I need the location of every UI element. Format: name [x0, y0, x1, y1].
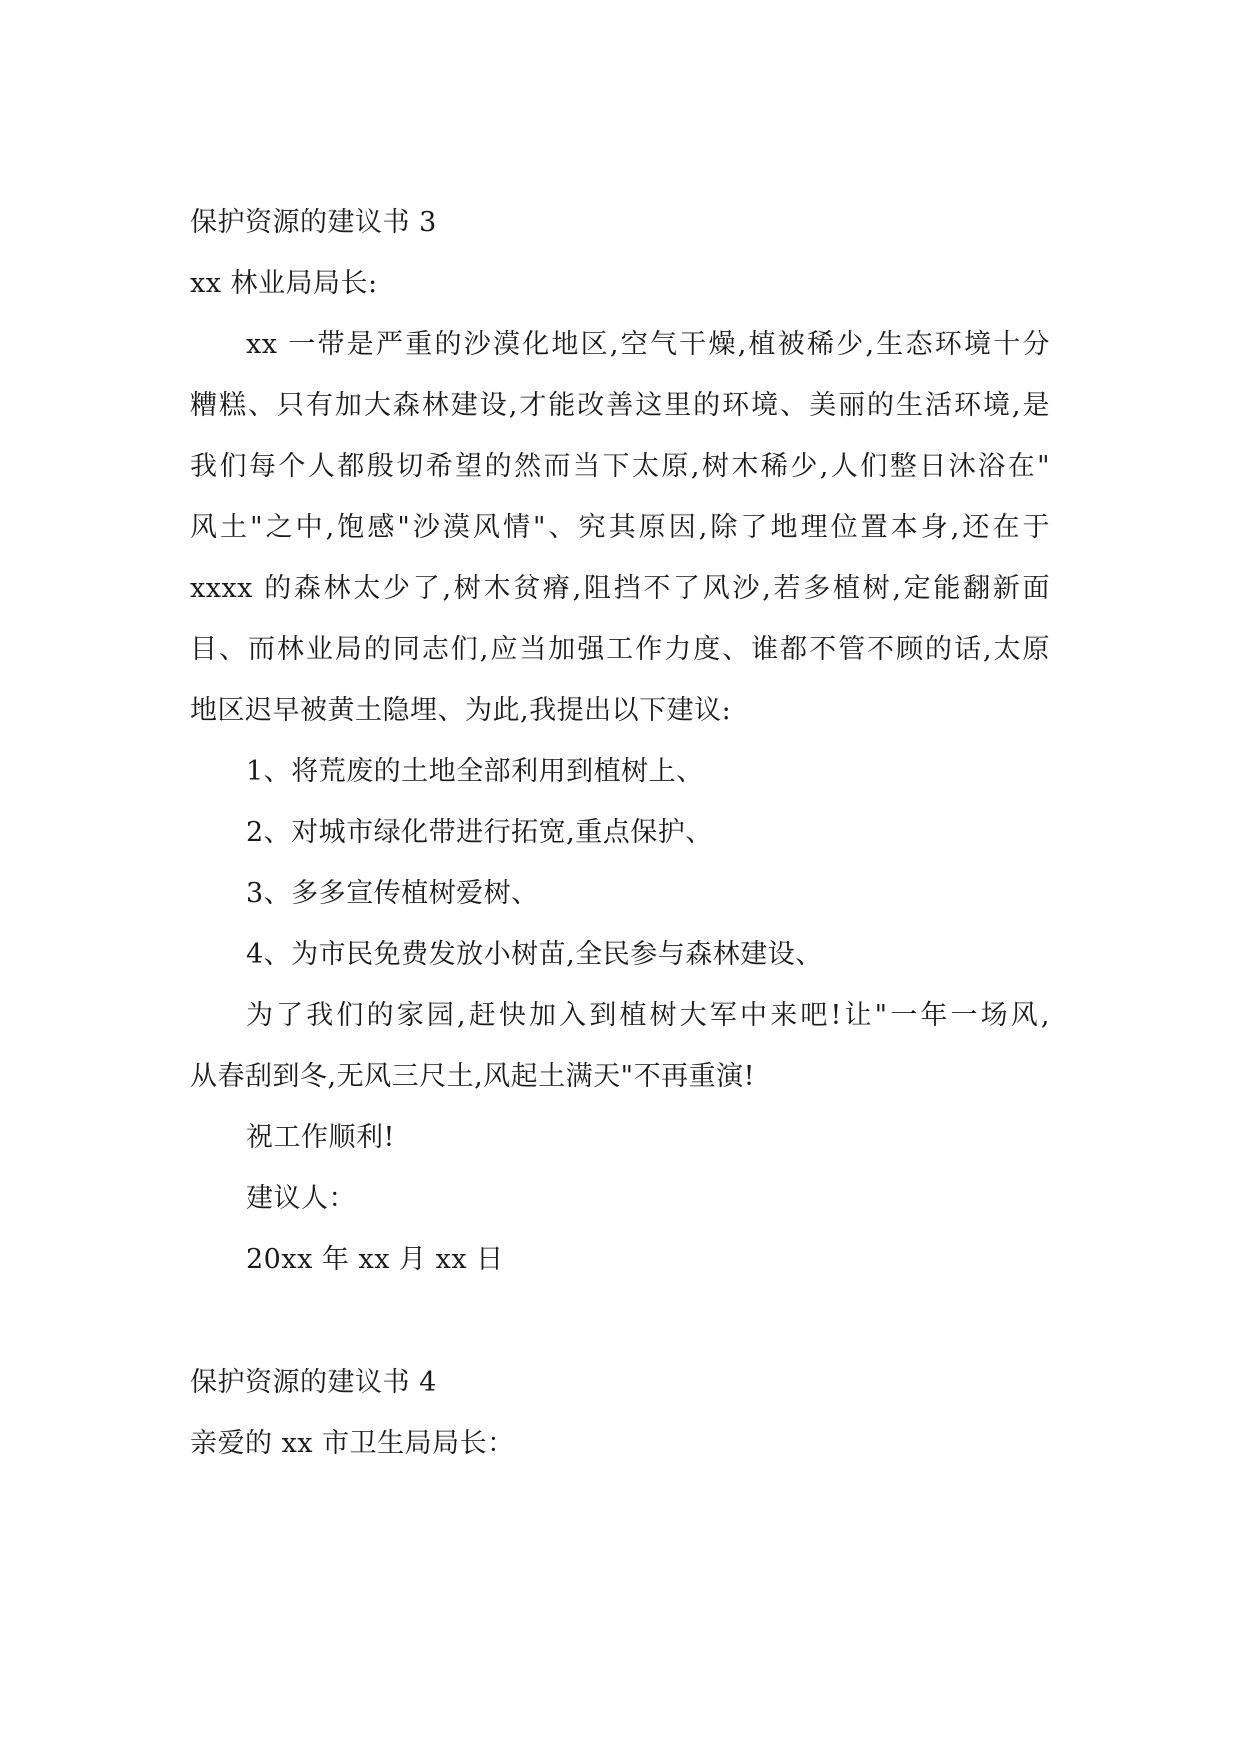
signer-label: 建议人：: [246, 1183, 356, 1214]
body-line-4: 风土"之中,饱感"沙漠风情"、究其原因,除了地理位置本身,还在于: [190, 512, 1050, 543]
letter-4-salutation: 亲爱的 xx 市卫生局局长：: [190, 1428, 515, 1459]
body-line-7: 地区迟早被黄土隐埋、为此,我提出以下建议:: [190, 695, 732, 726]
body-line-1: xx 一带是严重的沙漠化地区,空气干燥,植被稀少,生态环境十分: [246, 329, 1050, 360]
suggestion-item-3: 3、多多宣传植树爱树、: [246, 878, 539, 909]
suggestion-item-1: 1、将荒废的土地全部利用到植树上、: [246, 756, 704, 787]
body-line-3: 我们每个人都殷切希望的然而当下太原,树木稀少,人们整日沐浴在": [190, 451, 1050, 482]
wish-line: 祝工作顺利!: [246, 1122, 395, 1153]
body-line-6: 目、而林业局的同志们,应当加强工作力度、谁都不管不顾的话,太原: [190, 634, 1050, 665]
closing-line-1: 为了我们的家园,赶快加入到植树大军中来吧!让"一年一场风,: [246, 1000, 1050, 1031]
body-line-5: xxxx 的森林太少了,树木贫瘠,阻挡不了风沙,若多植树,定能翻新面: [190, 573, 1050, 604]
closing-line-2: 从春刮到冬,无风三尺土,风起土满天"不再重演!: [190, 1061, 755, 1092]
suggestion-item-4: 4、为市民免费发放小树苗,全民参与森林建设、: [246, 939, 823, 970]
letter-3-salutation: xx 林业局局长:: [190, 268, 378, 299]
letter-4-title: 保护资源的建议书 4: [190, 1367, 437, 1398]
suggestion-item-2: 2、对城市绿化带进行拓宽,重点保护、: [246, 817, 713, 848]
body-line-2: 糟糕、只有加大森林建设,才能改善这里的环境、美丽的生活环境,是: [190, 390, 1050, 421]
letter-3-title: 保护资源的建议书 3: [190, 207, 437, 238]
letter-date: 20xx 年 xx 月 xx 日: [246, 1244, 504, 1275]
